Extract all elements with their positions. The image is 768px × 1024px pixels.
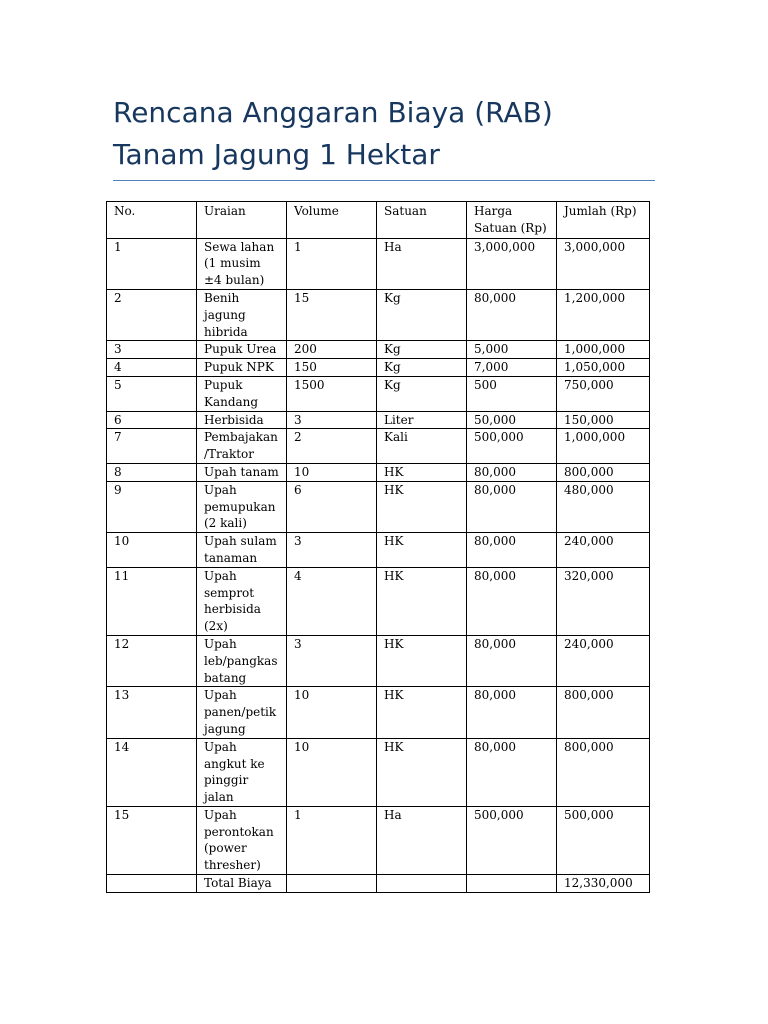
cell-jumlah: 1,200,000 <box>557 289 650 340</box>
header-jumlah: Jumlah (Rp) <box>557 202 650 239</box>
cell-no: 6 <box>107 411 197 429</box>
cell-jumlah: 1,000,000 <box>557 429 650 464</box>
cell-jumlah: 320,000 <box>557 567 650 635</box>
cell-volume: 4 <box>287 567 377 635</box>
header-harga-satuan: Harga Satuan (Rp) <box>467 202 557 239</box>
table-row <box>107 806 650 874</box>
header-satuan: Satuan <box>377 202 467 239</box>
cell-jumlah: 750,000 <box>557 376 650 411</box>
table-row <box>107 429 650 464</box>
cell-uraian: Upah angkut ke pinggir jalan <box>197 738 287 806</box>
table-row <box>107 481 650 532</box>
cell-no: 9 <box>107 481 197 532</box>
cell-uraian: Pembajakan /Traktor <box>197 429 287 464</box>
cell-harga-satuan: 80,000 <box>467 567 557 635</box>
cell-no: 8 <box>107 463 197 481</box>
cell-harga-satuan: 7,000 <box>467 359 557 377</box>
cell-satuan: Liter <box>377 411 467 429</box>
cell-satuan: Ha <box>377 806 467 874</box>
cell-jumlah: 800,000 <box>557 463 650 481</box>
total-empty-cell <box>287 875 377 893</box>
cell-harga-satuan: 80,000 <box>467 687 557 738</box>
cell-uraian: Upah tanam <box>197 463 287 481</box>
cell-harga-satuan: 80,000 <box>467 635 557 686</box>
cell-uraian: Herbisida <box>197 411 287 429</box>
cell-no: 4 <box>107 359 197 377</box>
cell-harga-satuan: 3,000,000 <box>467 238 557 289</box>
budget-table <box>106 201 650 893</box>
cell-uraian: Benih jagung hibrida <box>197 289 287 340</box>
total-label: Total Biaya <box>197 875 287 893</box>
cell-volume: 150 <box>287 359 377 377</box>
cell-jumlah: 240,000 <box>557 635 650 686</box>
cell-harga-satuan: 80,000 <box>467 738 557 806</box>
cell-satuan: HK <box>377 687 467 738</box>
cell-harga-satuan: 80,000 <box>467 289 557 340</box>
cell-satuan: Ha <box>377 238 467 289</box>
cell-volume: 1500 <box>287 376 377 411</box>
cell-no: 10 <box>107 533 197 568</box>
document-title: Rencana Anggaran Biaya (RAB) Tanam Jagung 1 Hektar <box>113 96 553 171</box>
table-row <box>107 463 650 481</box>
cell-uraian: Upah semprot herbisida (2x) <box>197 567 287 635</box>
cell-harga-satuan: 500,000 <box>467 429 557 464</box>
cell-uraian: Pupuk Kandang <box>197 376 287 411</box>
cell-no: 2 <box>107 289 197 340</box>
cell-no: 15 <box>107 806 197 874</box>
cell-no: 13 <box>107 687 197 738</box>
table-row <box>107 635 650 686</box>
cell-uraian: Upah leb/pangkas batang <box>197 635 287 686</box>
table-row <box>107 411 650 429</box>
cell-satuan: HK <box>377 463 467 481</box>
cell-volume: 200 <box>287 341 377 359</box>
cell-volume: 15 <box>287 289 377 340</box>
cell-volume: 10 <box>287 687 377 738</box>
cell-uraian: Upah sulam tanaman <box>197 533 287 568</box>
cell-harga-satuan: 500 <box>467 376 557 411</box>
cell-satuan: HK <box>377 635 467 686</box>
cell-satuan: Kg <box>377 341 467 359</box>
cell-volume: 10 <box>287 463 377 481</box>
cell-uraian: Sewa lahan (1 musim ±4 bulan) <box>197 238 287 289</box>
cell-uraian: Pupuk NPK <box>197 359 287 377</box>
cell-uraian: Upah pemupukan (2 kali) <box>197 481 287 532</box>
cell-jumlah: 240,000 <box>557 533 650 568</box>
cell-jumlah: 1,000,000 <box>557 341 650 359</box>
cell-jumlah: 3,000,000 <box>557 238 650 289</box>
cell-harga-satuan: 80,000 <box>467 533 557 568</box>
table-header <box>107 202 650 239</box>
cell-jumlah: 800,000 <box>557 738 650 806</box>
table-row <box>107 738 650 806</box>
header-volume: Volume <box>287 202 377 239</box>
cell-volume: 3 <box>287 533 377 568</box>
cell-satuan: Kg <box>377 359 467 377</box>
table-row <box>107 687 650 738</box>
cell-no: 11 <box>107 567 197 635</box>
cell-no: 5 <box>107 376 197 411</box>
table-row <box>107 359 650 377</box>
cell-satuan: HK <box>377 481 467 532</box>
table-row <box>107 238 650 289</box>
cell-no: 12 <box>107 635 197 686</box>
table-row <box>107 567 650 635</box>
table-row <box>107 289 650 340</box>
cell-harga-satuan: 80,000 <box>467 463 557 481</box>
cell-satuan: Kg <box>377 376 467 411</box>
cell-volume: 6 <box>287 481 377 532</box>
cell-satuan: HK <box>377 533 467 568</box>
header-row <box>107 202 650 239</box>
table-row <box>107 376 650 411</box>
cell-satuan: HK <box>377 738 467 806</box>
table-row <box>107 341 650 359</box>
table-body <box>107 238 650 892</box>
cell-volume: 1 <box>287 238 377 289</box>
total-value: 12,330,000 <box>557 875 650 893</box>
cell-no: 1 <box>107 238 197 289</box>
header-no: No. <box>107 202 197 239</box>
cell-no: 7 <box>107 429 197 464</box>
total-row <box>107 875 650 893</box>
header-uraian: Uraian <box>197 202 287 239</box>
cell-volume: 3 <box>287 635 377 686</box>
cell-harga-satuan: 50,000 <box>467 411 557 429</box>
cell-harga-satuan: 500,000 <box>467 806 557 874</box>
cell-volume: 2 <box>287 429 377 464</box>
cell-jumlah: 800,000 <box>557 687 650 738</box>
cell-satuan: Kg <box>377 289 467 340</box>
cell-jumlah: 150,000 <box>557 411 650 429</box>
cell-harga-satuan: 80,000 <box>467 481 557 532</box>
cell-satuan: HK <box>377 567 467 635</box>
cell-jumlah: 480,000 <box>557 481 650 532</box>
cell-no: 14 <box>107 738 197 806</box>
cell-harga-satuan: 5,000 <box>467 341 557 359</box>
cell-jumlah: 1,050,000 <box>557 359 650 377</box>
cell-volume: 1 <box>287 806 377 874</box>
cell-volume: 10 <box>287 738 377 806</box>
cell-jumlah: 500,000 <box>557 806 650 874</box>
total-empty-cell <box>107 875 197 893</box>
cell-uraian: Upah perontokan (power thresher) <box>197 806 287 874</box>
title-underline <box>113 180 655 181</box>
table-row <box>107 533 650 568</box>
cell-uraian: Upah panen/petik jagung <box>197 687 287 738</box>
total-empty-cell <box>467 875 557 893</box>
total-empty-cell <box>377 875 467 893</box>
cell-volume: 3 <box>287 411 377 429</box>
cell-no: 3 <box>107 341 197 359</box>
cell-satuan: Kali <box>377 429 467 464</box>
cell-uraian: Pupuk Urea <box>197 341 287 359</box>
